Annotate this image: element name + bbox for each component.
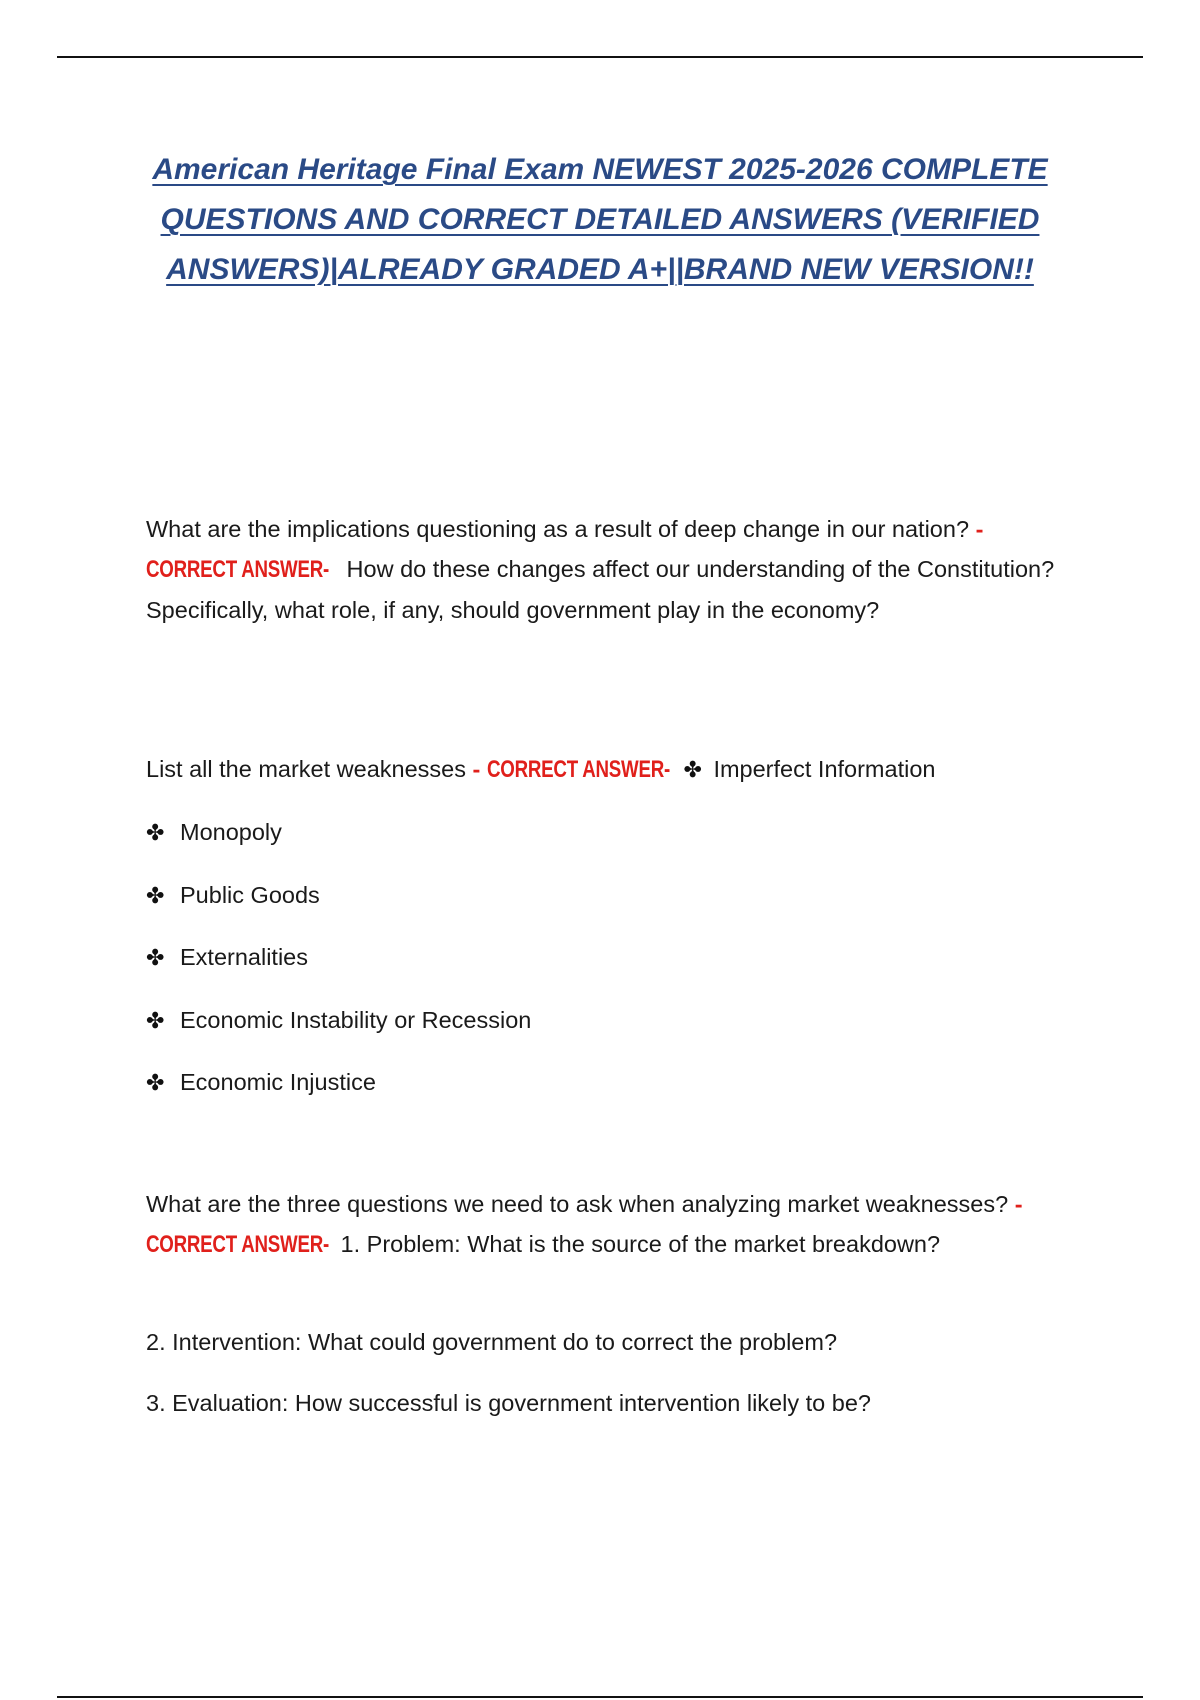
list-item-text: Public Goods [180,882,320,908]
header-rule [57,56,1143,58]
bullet-icon: ✤ [146,1070,165,1095]
document-title-text: American Heritage Final Exam NEWEST 2025-2026 COMPLETE QUESTIONS AND CORRECT DETAILED ANSWERS (VERIFIED ANSWERS)|ALREADY GRADED A+||BRAND NEW VERSION!! [152,153,1048,286]
list-item [146,812,282,853]
bullet-icon: ✤ [146,1008,165,1033]
answer-tag-wrap [146,549,340,590]
qa-block-1 [146,509,1096,630]
list-item-text: Monopoly [180,819,282,845]
correct-answer-tag: CORRECT ANSWER- [146,556,329,583]
answer-text: How do these changes affect our understanding of the Constitution? Specifically, what role, if any, should government play in the economy? [146,556,1055,623]
footer-rule [57,1696,1143,1698]
list-item [146,937,308,978]
list-item [146,1062,376,1103]
question-text: What are the three questions we need to ask when analyzing market weaknesses? [146,1191,1009,1217]
answer-dash: - [472,756,481,782]
answer-line: 2. Intervention: What could government do to correct the problem? [146,1329,838,1355]
bullet-icon: ✤ [146,883,165,908]
answer-line: 3. Evaluation: How successful is government intervention likely to be? [146,1390,871,1416]
answer-item: Imperfect Information [713,756,936,782]
question-text: What are the implications questioning as a result of deep change in our nation? [146,516,970,542]
qa-block-2 [146,749,1096,790]
list-item-text: Externalities [180,944,308,970]
answer-text: 1. Problem: What is the source of the market breakdown? [340,1231,941,1257]
answer-tag-wrap [487,749,677,790]
bullet-icon: ✤ [146,945,165,970]
list-item-text: Economic Injustice [180,1069,376,1095]
correct-answer-tag: CORRECT ANSWER- [486,756,670,783]
correct-answer-tag: CORRECT ANSWER- [146,1231,329,1258]
list-item [146,1000,531,1041]
question-text: List all the market weaknesses [146,756,467,782]
list-item-text: Economic Instability or Recession [180,1007,532,1033]
qa-block-3 [146,1184,1096,1265]
bullet-icon: ✤ [683,757,702,782]
bullet-icon: ✤ [146,820,165,845]
list-item [146,875,320,916]
answer-dash: - [1014,1191,1023,1217]
document-title [100,145,1100,295]
answer-tag-wrap [146,1224,334,1265]
answer-dash: - [975,516,984,542]
